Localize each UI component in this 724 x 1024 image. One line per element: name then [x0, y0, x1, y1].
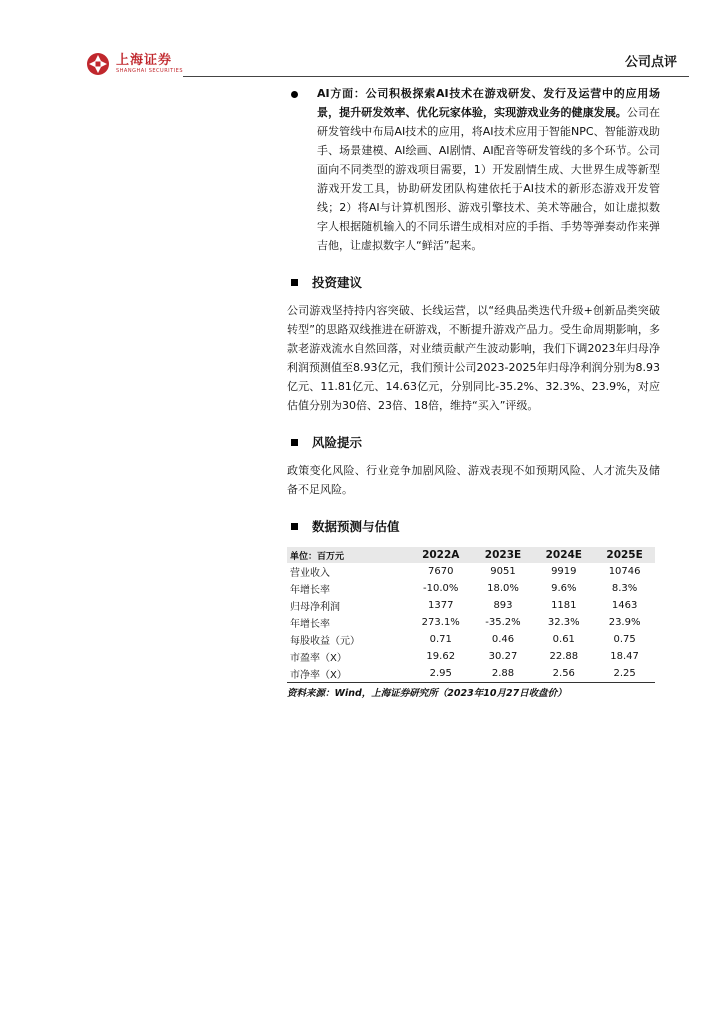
ai-bullet: [287, 84, 660, 255]
header-divider: [183, 76, 689, 77]
table-row: [287, 597, 655, 614]
brand-emblem-icon: [86, 52, 110, 76]
table-row: [287, 631, 655, 648]
forecast-table: [287, 547, 655, 683]
section-square-icon: [291, 523, 298, 530]
row-label: 市净率（X）: [287, 665, 409, 683]
table-cell: 8.3%: [611, 583, 638, 594]
table-cell: 2.95: [409, 665, 473, 683]
table-row: [287, 563, 655, 580]
ai-text: 公司在研发管线中布局AI技术的应用，将AI技术应用于智能NPC、智能游戏助手、场景建模、AI绘画、AI剧情、AI配音等研发管线的多个环节。公司面向不同类型的游戏项目需要，1）开发剧情生成、大世界生成等新型游戏开发工具，协助研发团队构建依托于AI技术的新形态游戏开发管线；2）将AI与计算机图形、游戏引擎技术、美术等融合，如让虚拟数字人根据随机输入的不同乐谱生成相对应的手指、手势等弹奏动作来弹吉他，让虚拟数字人“鲜活”起来。: [317, 106, 661, 252]
table-cell: 30.27: [488, 651, 518, 662]
section-forecast-title: [287, 515, 660, 537]
table-cell: 2.56: [533, 665, 594, 683]
column-header: 2024E: [533, 547, 594, 563]
table-cell: 0.61: [552, 634, 575, 645]
table-cell: 18.47: [610, 651, 639, 662]
row-label: 年增长率: [290, 585, 330, 596]
ai-paragraph: [317, 84, 660, 255]
section-square-icon: [291, 279, 298, 286]
brand-name-en: SHANGHAI SECURITIES: [116, 68, 184, 74]
table-cell: 2.25: [594, 665, 655, 683]
table-cell: 9051: [490, 566, 516, 577]
table-cell: 0.71: [429, 634, 452, 645]
table-cell: 0.75: [613, 634, 636, 645]
table-cell: 1181: [551, 600, 577, 611]
table-cell: 18.0%: [487, 583, 519, 594]
column-header: 2023E: [473, 547, 534, 563]
column-header: 2022A: [409, 547, 473, 563]
table-cell: 0.46: [491, 634, 515, 645]
table-row: [287, 580, 655, 597]
table-cell: 893: [493, 600, 513, 611]
section-risk-title: [287, 431, 660, 453]
column-header: 2025E: [594, 547, 655, 563]
row-label: 市盈率（X）: [290, 653, 347, 664]
row-label: 年增长率: [290, 619, 330, 630]
brand-name-cn: 上海证券: [116, 53, 173, 68]
row-label: 每股收益（元）: [290, 636, 360, 647]
table-cell: 7670: [428, 566, 454, 577]
table-header-row: [287, 547, 655, 563]
unit-label: 单位：百万元: [287, 547, 409, 563]
table-cell: 22.88: [549, 651, 579, 662]
table-cell: -35.2%: [485, 617, 521, 628]
report-body: [287, 84, 660, 699]
section-square-icon: [291, 439, 298, 446]
table-cell: 1377: [428, 600, 454, 611]
table-cell: 273.1%: [421, 617, 460, 628]
risk-heading: 风险提示: [312, 435, 363, 450]
bullet-dot-icon: [291, 91, 298, 98]
table-row: [287, 665, 655, 683]
table-cell: 9919: [551, 566, 577, 577]
table-cell: 32.3%: [547, 617, 580, 628]
invest-paragraph: 公司游戏坚持持内容突破、长线运营，以“经典品类迭代升级+创新品类突破转型”的思路双线推进在研游戏，不断提升游戏产品力。受生命周期影响，多款老游戏流水自然回落，对业绩贡献产生波动影响，我们下调2023年归母净利润预测值至8.93亿元，我们预计公司2023-2025年归母净利润分别为8.93亿元、11.81亿元、14.63亿元，分别同比-35.2%、32.3%、23.9%，对应估值分别为30倍、23倍、18倍，维持“买入”评级。: [287, 304, 660, 412]
table-cell: 9.6%: [551, 583, 577, 594]
ai-lead: AI方面：公司积极探索AI技术在游戏研发、发行及运营中的应用场景，提升研发效率、优化玩家体验，实现游戏业务的健康发展。: [317, 87, 660, 119]
table-cell: 10746: [608, 566, 641, 577]
table-cell: 1463: [611, 600, 638, 611]
section-invest-title: [287, 271, 660, 293]
table-cell: 19.62: [426, 651, 456, 662]
table-row: [287, 614, 655, 631]
row-label: 归母净利润: [290, 602, 340, 613]
document-type: 公司点评: [625, 55, 678, 70]
table-cell: 23.9%: [608, 617, 641, 628]
invest-heading: 投资建议: [312, 275, 363, 290]
row-label: 营业收入: [290, 568, 330, 579]
table-row: [287, 648, 655, 665]
table-cell: -10.0%: [423, 583, 459, 594]
brand-logo: [86, 52, 183, 76]
risk-paragraph: 政策变化风险、行业竞争加剧风险、游戏表现不如预期风险、人才流失及储备不足风险。: [287, 464, 660, 496]
table-cell: 2.88: [473, 665, 534, 683]
table-source-note: 资料来源：Wind，上海证券研究所（2023年10月27日收盘价）: [287, 688, 567, 699]
page-header: [0, 0, 724, 80]
forecast-heading: 数据预测与估值: [312, 519, 400, 534]
